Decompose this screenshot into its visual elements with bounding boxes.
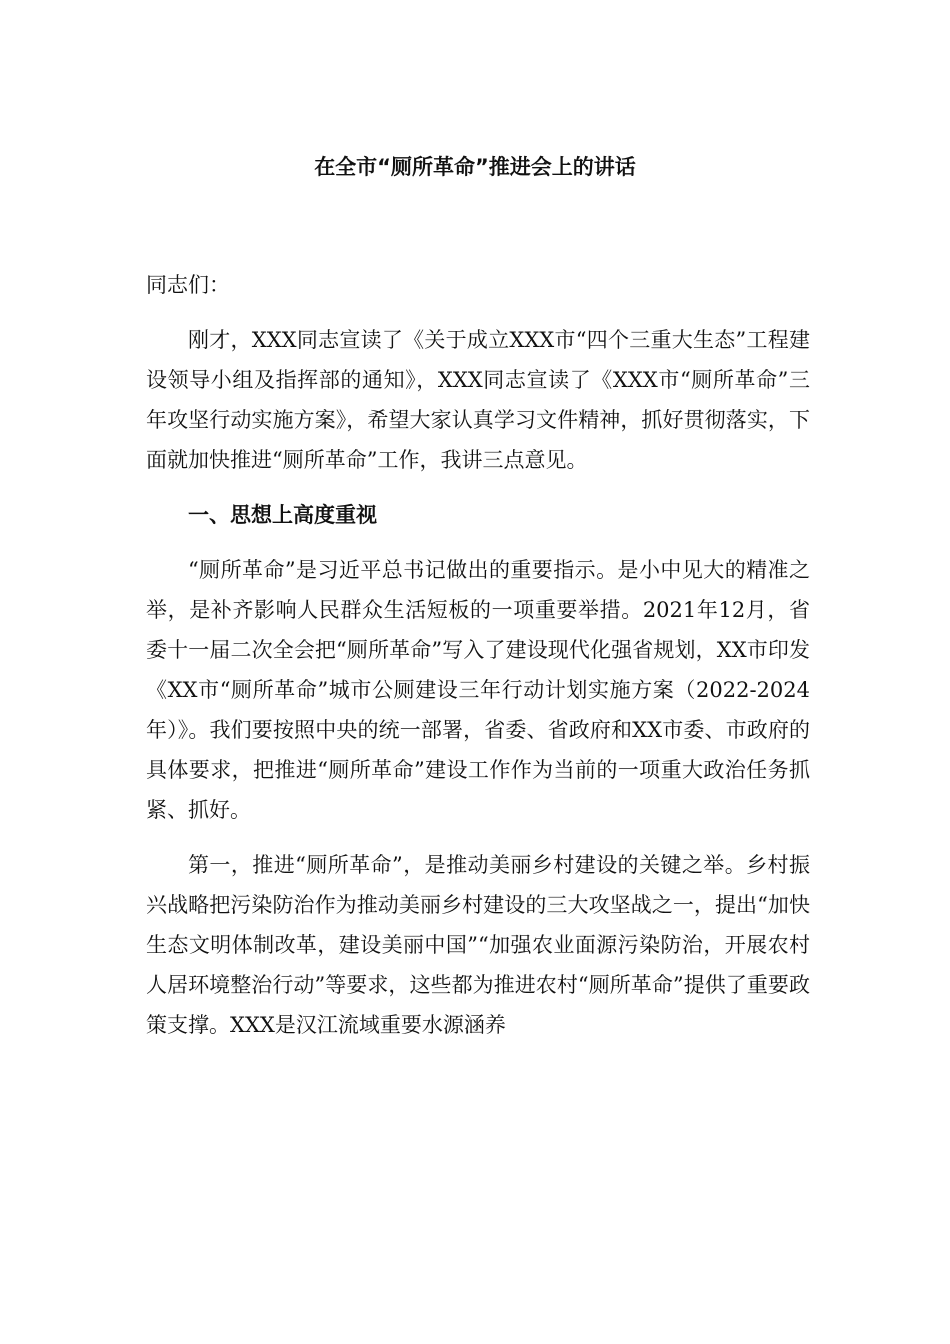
section-heading: 一、思想上高度重视 bbox=[188, 503, 377, 527]
document-body bbox=[146, 265, 810, 1045]
body-paragraph: 第一，推进“厕所革命”，是推动美丽乡村建设的关键之举。乡村振兴战略把污染防治作为推动美丽乡村建设的三大攻坚战之一，提出“加快生态文明体制改革，建设美丽中国”“加强农业面源污染防治，开展农村人居环境整治行动”等要求，这些都为推进农村“厕所革命”提供了重要政策支撑。XXX是汉江流域重要水源涵养 bbox=[146, 853, 810, 1037]
body-paragraph: “厕所革命”是习近平总书记做出的重要指示。是小中见大的精准之举，是补齐影响人民群众生活短板的一项重要举措。2021年12月，省委十一届二次全会把“厕所革命”写入了建设现代化强省规划，XX市印发《XX市“厕所革命”城市公厕建设三年行动计划实施方案（2022-2024年）》。我们要按照中央的统一部署，省委、省政府和XX市委、市政府的具体要求，把推进“厕所革命”建设工作作为当前的一项重大政治任务抓紧、抓好。 bbox=[146, 558, 810, 822]
salutation: 同志们： bbox=[146, 273, 230, 297]
document-title: 在全市“厕所革命”推进会上的讲话 bbox=[314, 155, 636, 179]
intro-paragraph: 刚才，XXX同志宣读了《关于成立XXX市“四个三重大生态”工程建设领导小组及指挥部的通知》，XXX同志宣读了《XXX市“厕所革命”三年攻坚行动实施方案》，希望大家认真学习文件精神，抓好贯彻落实，下面就加快推进“厕所革命”工作，我讲三点意见。 bbox=[146, 328, 810, 472]
